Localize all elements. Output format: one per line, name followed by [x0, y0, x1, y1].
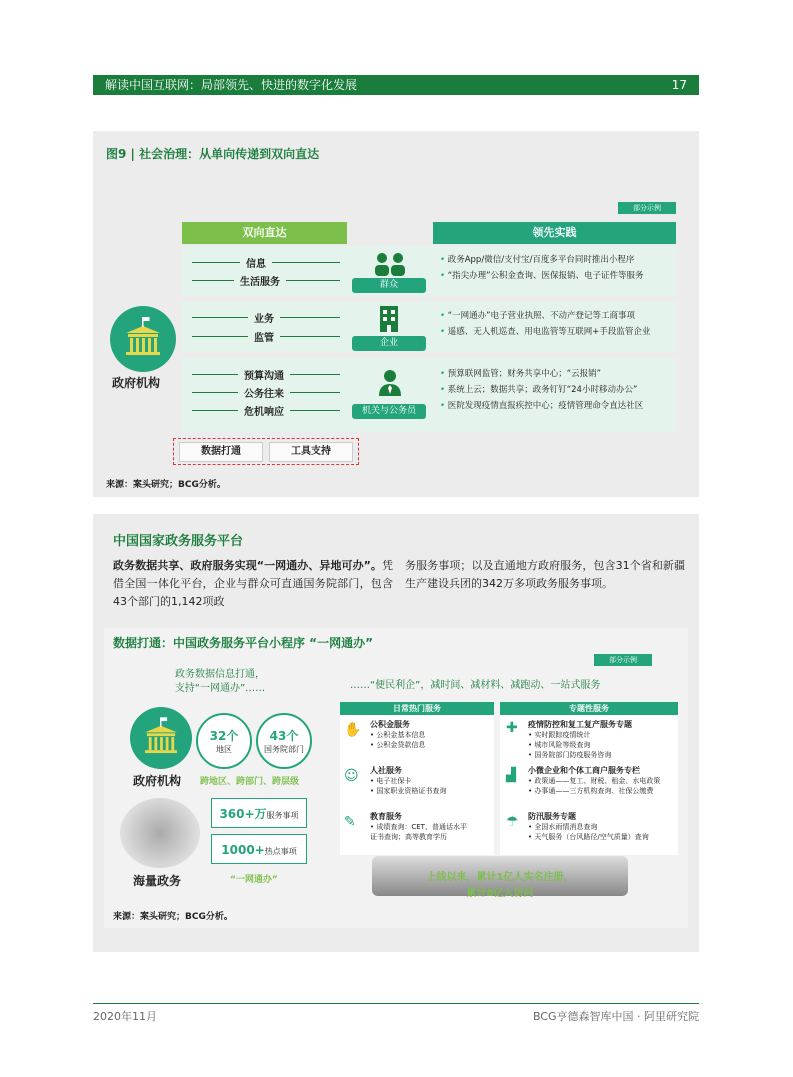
cell-line: 证书查询；高等教育学历	[370, 833, 447, 841]
smb-service	[528, 766, 660, 796]
row3-item2: 公务往来	[238, 385, 290, 400]
cell-line: • 实时跟踪疫情统计	[528, 731, 591, 739]
phone-line1: 上线以来，累计1亿人实名注册，	[426, 872, 574, 883]
col-two-way: 双向直达	[182, 222, 347, 244]
box-paragraph-right: 务服务事项；以及直通地方政府服务，包含31个省和新疆生产建设兵团的342万多项政务服务事项。	[405, 559, 685, 590]
cell-title: 人社服务	[370, 766, 402, 775]
footer-date: 2020年11月	[93, 1010, 157, 1023]
medical-cross-icon: ✚	[506, 720, 518, 736]
worker-icon: ☺	[344, 768, 359, 784]
cross-label: 跨地区、跨部门、跨层级	[200, 777, 300, 787]
hot-text: 热点事项	[264, 847, 297, 856]
education-service	[370, 812, 467, 842]
cell-title: 防汛服务专题	[528, 812, 576, 821]
para-text: 凭借全国一体化平台，企业与群众可直通国务院部门，包含43个部门的1,142项政	[113, 559, 393, 608]
example-tag: 部分示例	[594, 654, 652, 666]
cell-line: • 公积金贷款信息	[370, 741, 426, 749]
gov-icon	[130, 707, 192, 769]
services-box	[211, 798, 307, 828]
chart-icon: ▟	[506, 768, 516, 783]
cell-title: 公积金服务	[370, 720, 410, 729]
cell-line: • 电子社保卡	[370, 777, 412, 785]
word-cloud-icon	[120, 798, 200, 868]
bullet: “一网通办”电子营业执照、不动产登记等工商事项	[447, 311, 636, 321]
cell-title: 小微企业和个体工商户服务专栏	[528, 766, 640, 775]
box-title: 中国国家政务服务平台	[113, 534, 244, 549]
gov-label: 政府机构	[133, 774, 182, 788]
education-icon: ✎	[344, 814, 356, 830]
box-source: 来源：案头研究；BCG分析。	[113, 912, 233, 922]
row1-item2: 生活服务	[234, 273, 286, 288]
phone-line2: 累计8亿人访问	[466, 888, 534, 899]
regions-number: 32个	[209, 729, 239, 743]
bullet: 预算联网监管；财务共享中心；“云报销”	[447, 369, 602, 379]
cell-line: • 成绩查询：CET、普通话水平	[370, 823, 467, 831]
official-icon	[377, 368, 403, 402]
massive-label: 海量政务	[133, 874, 182, 888]
cell-line: • 城市风险等级查询	[528, 741, 591, 749]
gov-label: 政府机构	[112, 376, 161, 390]
footer-org: BCG亨德森智库中国 · 阿里研究院	[532, 1010, 699, 1023]
bullet: 医院发现疫情直报疾控中心；疫情管理命令直达社区	[447, 401, 644, 411]
cell-line: • 国家职业资格证书查询	[370, 787, 447, 795]
right-note: ……“便民利企”，减时间、减材料、减跑动、一站式服务	[350, 680, 601, 691]
departments-circle	[256, 713, 312, 769]
cell-title: 教育服务	[370, 812, 402, 821]
daily-header: 日常热门服务	[340, 702, 494, 715]
who-officials: 机关与公务员	[352, 404, 426, 419]
box-paragraph-left	[113, 557, 393, 611]
flood-service	[528, 812, 649, 842]
data-connect-button: 数据打通	[179, 442, 263, 462]
cell-line: • 公积金基本信息	[370, 731, 426, 739]
sub-title: 数据打通：中国政务服务平台小程序 “一网通办”	[113, 636, 373, 650]
bullet: 政务App/微信/支付宝/百度多平台同时推出小程序	[447, 255, 635, 265]
example-tag: 部分示例	[618, 202, 676, 214]
gov-icon	[110, 306, 176, 372]
left-note: 政务数据信息打通， 支持“一网通办”……	[174, 669, 266, 694]
para-bold: 政务数据共享、政府服务实现“一网通办、异地可办”。	[113, 559, 382, 572]
hot-box	[211, 834, 307, 864]
row3-item3: 危机响应	[238, 403, 290, 418]
regions-text: 地区	[216, 745, 232, 754]
phone-text	[372, 870, 628, 902]
figure9-source: 来源：案头研究；BCG分析。	[106, 480, 226, 490]
epidemic-service	[528, 720, 632, 760]
building-icon	[378, 304, 400, 338]
umbrella-icon: ☂	[506, 814, 519, 830]
bullet: “指尖办理”公积金查询、医保报销、电子证件等服务	[447, 271, 644, 281]
footer-rule	[93, 1003, 699, 1004]
row3-item1: 预算沟通	[238, 367, 290, 382]
figure9-title: 图9 | 社会治理：从单向传递到双向直达	[106, 147, 320, 161]
row1-item1: 信息	[240, 255, 272, 270]
bullet: 遥感、无人机巡查、用电监管等互联网+手段监管企业	[447, 327, 651, 337]
page-header	[93, 75, 699, 95]
services-number: 360+万	[219, 807, 267, 821]
cell-line: • 政策通——复工、财税、租金、水电政策	[528, 777, 661, 785]
ywtb-label: “一网通办”	[230, 875, 278, 885]
row1-bullets: • 政务App/微信/支付宝/百度多平台同时推出小程序 • “指尖办理”公积金查询、医保报销、电子证件等服务	[440, 255, 644, 281]
row3-bullets: • 预算联网监管；财务共享中心；“云报销” • 系统上云；数据共享；政务钉钉“24小时移动办公” • 医院发现疫情直报疾控中心；疫情管理命令直达社区	[440, 369, 644, 411]
hot-number: 1000+	[221, 843, 265, 857]
row2-bullets: • “一网通办”电子营业执照、不动产登记等工商事项 • 遥感、无人机巡查、用电监管等互联网+手段监管企业	[440, 311, 651, 337]
who-public: 群众	[352, 278, 426, 293]
cell-line: • 办事通——三方机构查询、社保公缴费	[528, 787, 654, 795]
departments-text: 国务院部门	[264, 745, 304, 754]
special-header: 专题性服务	[500, 702, 678, 715]
header-title: 解读中国互联网：局部领先、快进的数字化发展	[105, 78, 358, 92]
cell-line: • 全国水雨情消息查询	[528, 823, 598, 831]
social-service	[370, 766, 446, 796]
cell-line: • 国务院部门防疫服务咨询	[528, 751, 612, 759]
cell-title: 疫情防控和复工复产服务专题	[528, 720, 632, 729]
row2-item1: 业务	[248, 310, 280, 325]
cell-line: • 天气服务（台风路径/空气质量）查询	[528, 833, 649, 841]
hand-icon: ✋	[344, 722, 362, 738]
fund-service	[370, 720, 425, 750]
tool-support-button: 工具支持	[269, 442, 353, 462]
col-practice: 领先实践	[433, 222, 676, 244]
row2-item2: 监管	[248, 329, 280, 344]
bullet: 系统上云；数据共享；政务钉钉“24小时移动办公”	[447, 385, 638, 395]
who-enterprise: 企业	[352, 336, 426, 351]
departments-number: 43个	[269, 729, 299, 743]
regions-circle	[196, 713, 252, 769]
page-number: 17	[671, 78, 687, 92]
services-text: 服务事项	[266, 811, 299, 820]
